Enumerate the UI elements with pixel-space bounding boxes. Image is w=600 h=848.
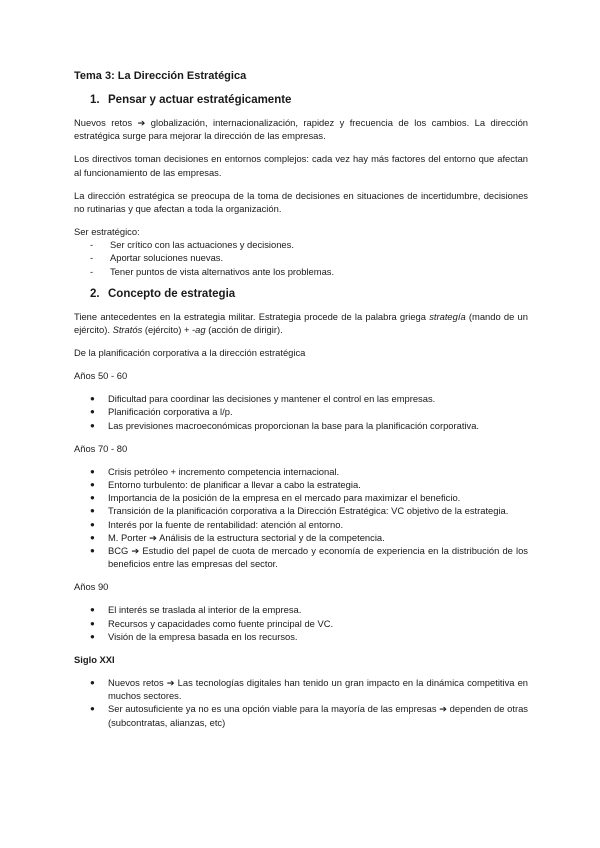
text-run-italic: strategía [429,310,466,322]
bullet-icon: ● [90,407,95,417]
list-item-text: BCG ➔ Estudio del papel de cuota de mercado y economía de experiencia en la distribución de los beneficios entre las empresas del sector. [108,545,528,570]
era-3-list [74,603,528,643]
era-2-label: Años 70 - 80 [74,442,128,454]
list-item-text: Ser crítico con las actuaciones y decisiones. [110,239,294,251]
list-item-text: Dificultad para coordinar las decisiones y mantener el control en las empresas. [108,393,436,405]
list-item [74,419,528,432]
dash-marker: - [90,239,94,251]
list-item [74,676,528,702]
document-page [74,70,528,739]
section-1-number: 1. [90,94,100,106]
bullet-icon: ● [90,420,95,430]
list-item [74,603,528,616]
era-4-list [74,676,528,729]
section-2-number: 2. [90,287,100,300]
section-1-title: Pensar y actuar estratégicamente [108,94,292,106]
list-item-text: Interés por la fuente de rentabilidad: atención al entorno. [108,518,344,530]
list-item [74,478,528,491]
bullet-icon: ● [90,466,95,476]
s2-paragraph-1 [74,310,528,336]
bullet-icon: ● [90,506,95,516]
list-item-text: Visión de la empresa basada en los recursos. [108,630,298,642]
bullet-icon: ● [90,493,95,503]
bullet-icon: ● [90,519,95,529]
list-item-text: Nuevos retos ➔ Las tecnologías digitales han tenido un gran impacto en la dinámica competitiva en muchos sectores. [108,677,528,702]
dash-marker: - [90,252,94,264]
list-item [74,518,528,531]
list-item-text: Transición de la planificación corporativa a la Dirección Estratégica: VC objetivo de la estrategia. [108,505,509,517]
list-item-text: Las previsiones macroeconómicas proporcionan la base para la planificación corporativa. [108,419,480,431]
list-item [74,544,528,570]
list-item-text: Tener puntos de vista alternativos ante los problemas. [110,265,335,277]
list-item [74,405,528,418]
list-item [74,504,528,517]
list-item [74,617,528,630]
era-2-list [74,465,528,571]
list-item [74,630,528,643]
text-run: (mando de un ejército). [74,310,528,336]
bullet-icon: ● [90,546,95,556]
list-item-text: Recursos y capacidades como fuente principal de VC. [108,617,334,629]
bullet-icon: ● [90,618,95,628]
section-1-heading [74,94,528,106]
list-item-text: Entorno turbulento: de planificar a llevar a cabo la estrategia. [108,479,361,491]
s1-paragraph-1: Nuevos retos ➔ globalización, internacionalización, rapidez y frecuencia de los cambios. La dirección estratégica surge para mejorar la dirección de las empresas. [74,117,528,142]
list-item [74,465,528,478]
bullet-icon: ● [90,704,95,714]
list-item [74,238,528,251]
text-run-italic: -ag [192,324,206,336]
dash-marker: - [90,265,94,277]
list-item-text: Planificación corporativa a l/p. [108,406,233,418]
era-1-label: Años 50 - 60 [74,370,128,382]
list-item [74,491,528,504]
era-1-list [74,392,528,432]
bullet-icon: ● [90,631,95,641]
bullet-icon: ● [90,480,95,490]
section-2-heading [74,288,528,300]
list-item-text: Crisis petróleo + incremento competencia internacional. [108,465,340,477]
bullet-icon: ● [90,678,95,688]
text-run: (acción de dirigir). [205,324,283,336]
list-item [74,702,528,728]
list-item-text: El interés se traslada al interior de la empresa. [108,604,302,616]
s1-dash-list [74,238,528,278]
list-item [74,265,528,278]
list-item [74,531,528,544]
list-item [74,392,528,405]
s1-paragraph-3: La dirección estratégica se preocupa de la toma de decisiones en situaciones de incertidumbre, decisiones no rutinarias y que afectan a toda la organización. [74,189,528,215]
list-item [74,251,528,264]
s1-list-intro: Ser estratégico: [74,226,140,238]
text-run: Tiene antecedentes en la estrategia militar. Estrategia procede de la palabra griega [74,310,430,322]
list-item-text: M. Porter ➔ Análisis de la estructura sectorial y de la competencia. [108,531,385,543]
bullet-icon: ● [90,605,95,615]
s1-paragraph-2: Los directivos toman decisiones en entornos complejos: cada vez hay más factores del entorno que afectan al funcionamiento de las empresas. [74,153,528,178]
list-item-text: Aportar soluciones nuevas. [110,252,224,264]
document-title: Tema 3: La Dirección Estratégica [74,70,247,82]
section-2-title: Concepto de estrategia [108,287,236,300]
bullet-icon: ● [90,532,95,542]
text-run: (ejército) + [142,324,193,336]
era-3-label: Años 90 [74,581,109,593]
s2-subtitle: De la planificación corporativa a la dirección estratégica [74,347,306,359]
list-item-text: Importancia de la posición de la empresa en el mercado para maximizar el beneficio. [108,492,461,504]
bullet-icon: ● [90,394,95,404]
list-item-text: Ser autosuficiente ya no es una opción viable para la mayoría de las empresas ➔ dependen de otras (subcontratas, alianzas, etc) [108,703,528,728]
era-4-label: Siglo XXI [74,654,115,666]
text-run-italic: Stratós [112,324,143,336]
